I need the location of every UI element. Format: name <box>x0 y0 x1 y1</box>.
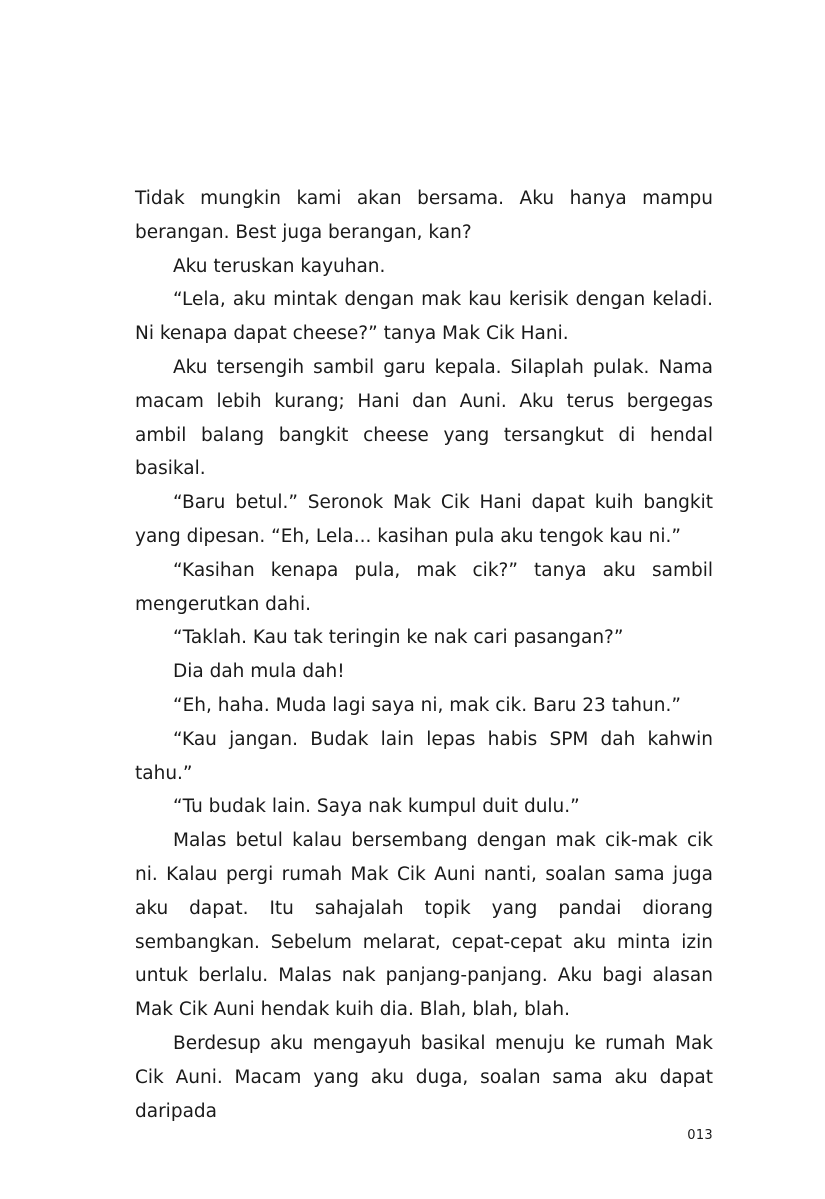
paragraph: “Kau jangan. Budak lain lepas habis SPM dah kahwin tahu.” <box>135 728 713 784</box>
paragraph: Tidak mungkin kami akan bersama. Aku hanya mampu berangan. Best juga berangan, kan? <box>135 188 713 243</box>
paragraph: “Lela, aku mintak dengan mak kau kerisik dengan keladi. Ni kenapa dapat cheese?” tanya Mak Cik Hani. <box>135 289 713 345</box>
paragraph: Aku teruskan kayuhan. <box>173 255 386 277</box>
paragraph: “Baru betul.” Seronok Mak Cik Hani dapat kuih bangkit yang dipesan. “Eh, Lela... kasihan pula aku tengok kau ni.” <box>135 492 713 547</box>
paragraph: “Kasihan kenapa pula, mak cik?” tanya aku sambil mengerutkan dahi. <box>135 559 713 615</box>
paragraph: Dia dah mula dah! <box>173 661 345 683</box>
body-text <box>135 182 713 1128</box>
paragraph: “Taklah. Kau tak teringin ke nak cari pasangan?” <box>173 627 624 649</box>
page-number: 013 <box>687 1128 713 1143</box>
paragraph: “Eh, haha. Muda lagi saya ni, mak cik. Baru 23 tahun.” <box>173 694 681 716</box>
paragraph: Aku tersengih sambil garu kepala. Silaplah pulak. Nama macam lebih kurang; Hani dan Auni. Aku terus bergegas ambil balang bangkit cheese yang tersangkut di hendal basikal. <box>135 356 713 480</box>
paragraph: Malas betul kalau bersembang dengan mak cik-mak cik ni. Kalau pergi rumah Mak Cik Auni nanti, soalan sama juga aku dapat. Itu sahajalah topik yang pandai diorang sembangkan. Sebelum melarat, cepat-cepat aku minta izin untuk berlalu. Malas nak panjang-panjang. Aku bagi alasan Mak Cik Auni hendak kuih dia. Blah, blah, blah. <box>135 830 713 1021</box>
paragraph: “Tu budak lain. Saya nak kumpul duit dulu.” <box>173 796 580 818</box>
paragraph: Berdesup aku mengayuh basikal menuju ke rumah Mak Cik Auni. Macam yang aku duga, soalan sama aku dapat daripada <box>135 1032 713 1122</box>
